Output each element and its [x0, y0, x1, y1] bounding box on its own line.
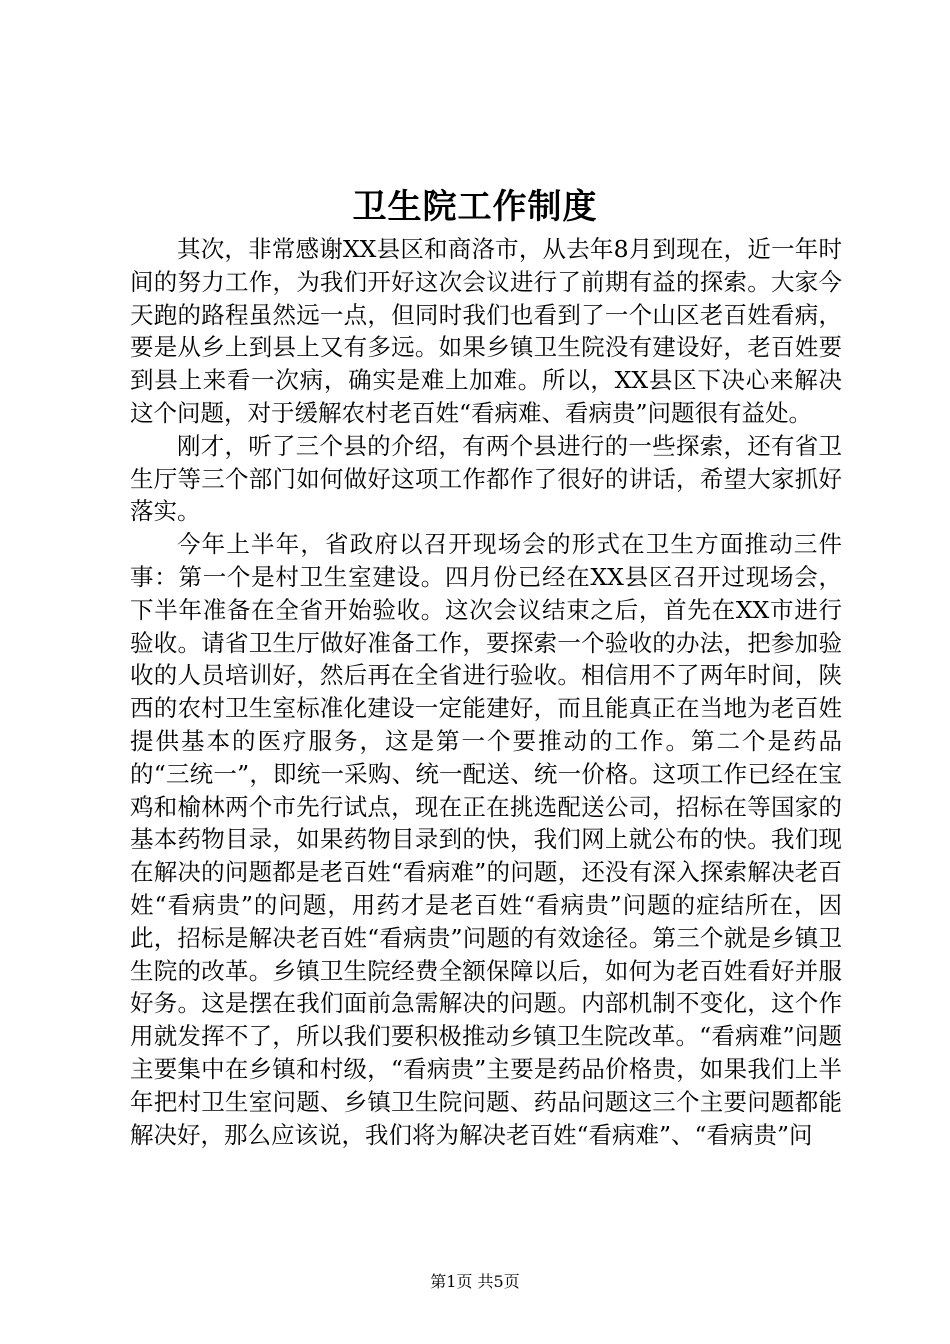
document-title: 卫生院工作制度 [352, 187, 598, 227]
paragraph-2: 刚才，听了三个县的介绍，有两个县进行的一些探索，还有省卫生厅等三个部门如何做好这项工作都作了很好的讲话，希望大家抓好落实。 [130, 431, 842, 526]
paragraph-1: 其次，非常感谢XX县区和商洛市，从去年8月到现在，近一年时间的努力工作，为我们开好这次会议进行了前期有益的探索。大家今天跑的路程虽然远一点，但同时我们也看到了一个山区老百姓看病，要是从乡上到县上又有多远。如果乡镇卫生院没有建设好，老百姓要到县上来看一次病，确实是难上加难。所以，XX县区下决心来解决这个问题，对于缓解农村老百姓“看病难、看病贵”问题很有益处。 [130, 235, 842, 427]
document-body [130, 233, 842, 1151]
paragraph-3: 今年上半年，省政府以召开现场会的形式在卫生方面推动三件事：第一个是村卫生室建设。四月份已经在XX县区召开过现场会，下半年准备在全省开始验收。这次会议结束之后，首先在XX市进行验收。请省卫生厅做好准备工作，要探索一个验收的办法，把参加验收的人员培训好，然后再在全省进行验收。相信用不了两年时间，陕西的农村卫生室标准化建设一定能建好，而且能真正在当地为老百姓提供基本的医疗服务，这是第一个要推动的工作。第二个是药品的“三统一”，即统一采购、统一配送、统一价格。这项工作已经在宝鸡和榆林两个市先行试点，现在正在挑选配送公司，招标在等国家的基本药物目录，如果药物目录到的快，我们网上就公布的快。我们现在解决的问题都是老百姓“看病难”的问题，还没有深入探索解决老百姓“看病贵”的问题，用药才是老百姓“看病贵”问题的症结所在，因此，招标是解决老百姓“看病贵”问题的有效途径。第三个就是乡镇卫生院的改革。乡镇卫生院经费全额保障以后，如何为老百姓看好并服好务。这是摆在我们面前急需解决的问题。内部机制不变化，这个作用就发挥不了，所以我们要积极推动乡镇卫生院改革。“看病难”问题主要集中在乡镇和村级，“看病贵”主要是药品价格贵，如果我们上半年把村卫生室问题、乡镇卫生院问题、药品问题这三个主要问题都能解决好，那么应该说，我们将为解决老百姓“看病难”、“看病贵”问 [130, 530, 842, 1149]
page-number-footer: 第1页 共5页 [430, 1272, 520, 1291]
